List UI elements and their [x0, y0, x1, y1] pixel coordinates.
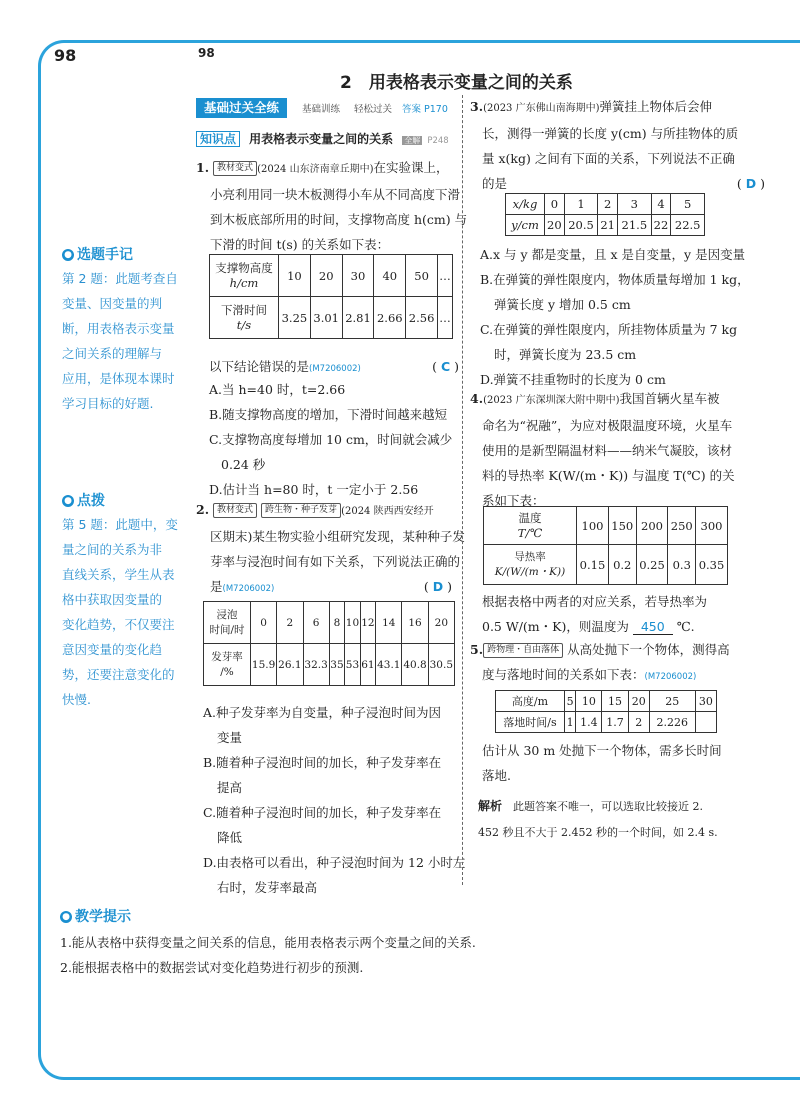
column-divider: [462, 95, 463, 885]
q1-option-a: A.当 h=40 时，t=2.66: [209, 382, 346, 397]
q1-line: 到木板底部所用的时间，支撑物高度 h(cm) 与: [210, 212, 468, 227]
note2-line: 直线关系，学生从表: [62, 567, 175, 582]
q2-answer: D: [432, 579, 444, 594]
q3-number: 3.: [470, 99, 484, 114]
q3-options: [480, 242, 770, 392]
q2-option-a-cont: 变量: [217, 730, 243, 745]
teaching-item: 1.能从表格中获得变量之间关系的信息，能用表格表示两个变量之间的关系.: [60, 935, 476, 950]
question-1: [196, 155, 468, 257]
teaching-tips: [60, 906, 760, 980]
q1-options: [209, 377, 464, 502]
q5-solution: [478, 793, 770, 846]
knowledge-title: 用表格表示变量之间的关系: [249, 132, 394, 146]
q3-source: (2023 广东佛山南海期中): [483, 103, 600, 114]
q4-line: 系如下表：: [482, 493, 545, 508]
knowledge-ref-tag: 全解: [404, 136, 421, 145]
note2-line: 格中获取因变量的: [62, 592, 163, 607]
q2-option-d-cont: 右时，发芽率最高: [217, 880, 318, 895]
teaching-heading: 教学提示: [75, 909, 131, 925]
q5-number: 5.: [470, 642, 484, 657]
q1-line: 小亮利用同一块木板测得小车从不同高度下滑: [210, 187, 461, 202]
knowledge-tag: 知识点: [196, 131, 240, 147]
q3-option-b: B.在弹簧的弹性限度内，物体质量每增加 1 kg，: [480, 272, 750, 287]
q3-option-a: A.x 与 y 都是变量，且 x 是自变量，y 是因变量: [480, 247, 746, 262]
question-2: 2. 教材变式 跨生物・种子发芽 (2024 陕西西安经开 区期末)某生物实验小组研究发现，某种种子发 芽率与浸泡时间有如下关系，下列说法正确的 是(M7206002) ( D ): [196, 502, 465, 594]
q3-option-d: D.弹簧不挂重物时的长度为 0 cm: [480, 372, 666, 387]
q3-line: 弹簧挂上物体后会伸: [599, 99, 713, 114]
q3-option-c-cont: 时，弹簧长度为 23.5 cm: [494, 347, 637, 362]
q1-line: 在实验课上，: [373, 160, 449, 175]
note2-line: 第 5 题：此题中，变: [62, 517, 178, 532]
q2-option-b-cont: 提高: [217, 780, 243, 795]
q2-option-b: B.随着种子浸泡时间的加长，种子发芽率在: [203, 755, 442, 770]
note-icon: ●: [62, 249, 74, 261]
question-4: [470, 386, 765, 513]
solution-line: 452 秒且不大于 2.452 秒的一个时间，如 2.4 s.: [478, 826, 718, 839]
q2-line: 区期末)某生物实验小组研究发现，某种种子发: [210, 529, 465, 544]
q2-tag2: 跨生物・种子发芽: [261, 503, 341, 518]
q1-option-c: C.支撑物高度每增加 10 cm，时间就会减少: [209, 432, 453, 447]
q5-after: [482, 738, 772, 788]
q5-line: 度与落地时间的关系如下表：: [482, 667, 645, 682]
q3-answer: D: [745, 176, 757, 191]
note2-line: 变化趋势，不仅要注: [62, 617, 175, 632]
q4-after-line: 根据表格中两者的对应关系，若导热率为: [482, 594, 708, 609]
note1-line: 学习目标的好题.: [62, 396, 154, 411]
q2-line: 芽率与浸泡时间有如下关系，下列说法正确的: [210, 554, 461, 569]
q3-option-c: C.在弹簧的弹性限度内，所挂物体质量为 7 kg: [480, 322, 738, 337]
q1-answer: C: [440, 359, 451, 374]
banner-sub2: 轻松过关: [354, 104, 393, 115]
page-number-small: 98: [198, 46, 215, 60]
q2-option-c-cont: 降低: [217, 830, 243, 845]
q5-table: 高度/m 5 10 15 20 25 30 落地时间/s 1 1.4 1.7 2 2.226: [495, 690, 717, 733]
tip-icon: ●: [62, 495, 74, 507]
q4-after: 根据表格中两者的对应关系，若导热率为 0.5 W/(m・K)，则温度为 450 ℃.: [482, 589, 772, 639]
q1-number: 1.: [196, 160, 210, 175]
q3-table: x/kg 0 1 2 3 4 5 y/cm 20 20.5 21 21.5 22 22.5: [505, 193, 705, 236]
note2-heading: 点拨: [77, 493, 105, 509]
q1-tag: 教材变式: [213, 161, 257, 176]
solution-label: 解析: [478, 799, 503, 813]
q5-tag: 跨物理・自由落体: [483, 643, 563, 658]
q2-options: [203, 700, 466, 900]
q1-option-c-cont: 0.24 秒: [221, 457, 266, 472]
q4-line: 命名为“祝融”，为应对极限温度环境，火星车: [482, 418, 733, 433]
q2-source: (2024 陕西西安经开: [341, 506, 434, 517]
note1-line: 变量、因变量的判: [62, 296, 163, 311]
q4-table: 温度 T/℃ 100 150 200 250 300 导热率 K/(W/(m・K)) 0.15 0.2 0.25 0.3 0.35: [483, 506, 728, 585]
question-3: 3.(2023 广东佛山南海期中)弹簧挂上物体后会伸 长，测得一弹簧的长度 y(cm) 与所挂物体的质 量 x(kg) 之间有下面的关系，下列说法不正确 的是 ( D ): [470, 99, 765, 191]
note1-line: 断，用表格表示变量: [62, 321, 175, 336]
q5-after-line: 估计从 30 m 处抛下一个物体，需多长时间: [482, 743, 722, 758]
q2-option-c: C.随着种子浸泡时间的加长，种子发芽率在: [203, 805, 442, 820]
q1-option-d: D.估计当 h=80 时，t 一定小于 2.56: [209, 482, 419, 497]
q2-tag1: 教材变式: [213, 503, 257, 518]
banner-sub1: 基础训练: [302, 104, 341, 115]
sidebar-note-1: [62, 244, 192, 416]
q4-number: 4.: [470, 391, 484, 406]
q4-line: 使用的是新型隔温材料——纳米气凝胶，该材: [482, 443, 733, 458]
q1-source: (2024 山东济南章丘期中): [257, 164, 374, 175]
q2-table: 浸泡 时间/时 0 2 6 8 10 12 14 16 20 发芽率 /% 15.9 26.1 32.3 35 53 61 43.1 40.8 30.5: [203, 601, 455, 686]
note2-line: 快慢.: [62, 692, 91, 707]
note2-line: 量之间的关系为非: [62, 542, 163, 557]
q4-line: 我国首辆火星车被: [619, 391, 720, 406]
q3-option-b-cont: 弹簧长度 y 增加 0.5 cm: [494, 297, 631, 312]
sidebar-note-2: [62, 490, 192, 712]
q2-number: 2.: [196, 502, 210, 517]
banner-answer: 答案 P170: [402, 104, 448, 115]
banner-main: 基础过关全练: [196, 98, 287, 118]
page-number: 98: [54, 46, 77, 65]
section-banner: [196, 98, 456, 118]
q1-option-b: B.随支撑物高度的增加，下滑时间越来越短: [209, 407, 448, 422]
q2-option-a: A.种子发芽率为自变量，种子浸泡时间为因: [203, 705, 442, 720]
note2-line: 意因变量的变化趋: [62, 642, 163, 657]
note1-heading: 选题手记: [77, 247, 133, 263]
note1-line: 应用，是体现本课时: [62, 371, 175, 386]
page-title: 2 用表格表示变量之间的关系: [340, 73, 573, 93]
knowledge-point: [196, 128, 456, 148]
q3-line: 长，测得一弹簧的长度 y(cm) 与所挂物体的质: [482, 126, 739, 141]
q4-line: 料的导热率 K(W/(m・K)) 与温度 T(℃) 的关: [482, 468, 735, 483]
teaching-icon: ●: [60, 911, 72, 923]
q1-table: 支撑物高度 h/cm 10 20 30 40 50 … 下滑时间 t/s 3.25 3.01 2.81 2.66 2.56 …: [209, 254, 453, 339]
note1-line: 之间关系的理解与: [62, 346, 163, 361]
note1-line: 第 2 题：此题考查自: [62, 271, 178, 286]
q5-line: 从高处抛下一个物体，测得高: [567, 642, 730, 657]
q4-answer: 450: [633, 619, 673, 635]
teaching-item: 2.能根据表格中的数据尝试对变化趋势进行初步的预测.: [60, 960, 364, 975]
q3-line: 的是: [482, 176, 508, 191]
q2-option-d: D.由表格可以看出，种子浸泡时间为 12 小时左: [203, 855, 466, 870]
question-5: 5. 跨物理・自由落体 从高处抛下一个物体，测得高 度与落地时间的关系如下表：(M7206002): [470, 642, 730, 682]
q4-source: (2023 广东深圳深大附中期中): [483, 395, 620, 406]
q5-after-line: 落地.: [482, 768, 511, 783]
solution-line: 此题答案不唯一，可以选取比较接近 2.: [513, 800, 704, 813]
q1-line: 下滑的时间 t(s) 的关系如下表：: [210, 237, 390, 252]
q3-line: 量 x(kg) 之间有下面的关系，下列说法不正确: [482, 151, 735, 166]
q1-stem: 以下结论错误的是(M7206002) ( C ): [209, 359, 459, 374]
note2-line: 势，还要注意变化的: [62, 667, 175, 682]
knowledge-ref-page: P248: [427, 136, 449, 146]
